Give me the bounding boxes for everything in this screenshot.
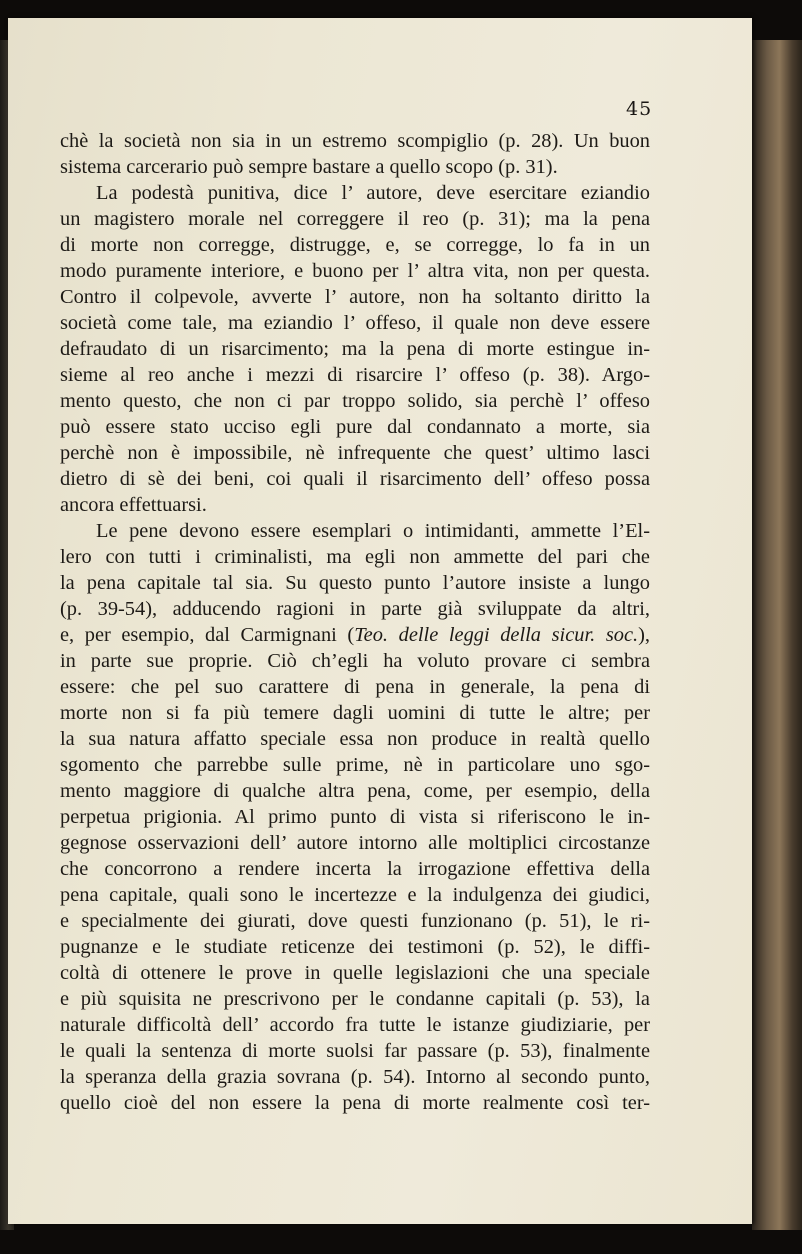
text-line <box>60 908 650 934</box>
text-line <box>60 882 650 908</box>
line-text: in parte sue proprie. Ciò ch’egli ha voluto provare ci sembra <box>60 650 650 672</box>
text-line <box>60 258 650 284</box>
line-text: e più squisita ne prescrivono per le condanne capitali (p. 53), la <box>60 988 650 1010</box>
line-text: Contro il colpevole, avverte l’ autore, non ha soltanto diritto la <box>60 286 650 308</box>
line-text: chè la società non sia in un estremo scompiglio (p. 28). Un buon <box>60 130 650 152</box>
line-text: ancora effettuarsi. <box>60 494 207 516</box>
text-line <box>60 310 650 336</box>
text-line <box>60 518 650 544</box>
line-text: quello cioè del non essere la pena di morte realmente così ter- <box>60 1092 650 1114</box>
line-text: sieme al reo anche i mezzi di risarcire l’ offeso (p. 38). Argo- <box>60 364 650 386</box>
text-line <box>60 206 650 232</box>
text-line <box>60 336 650 362</box>
line-text: che concorrono a rendere incerta la irrogazione effettiva della <box>60 858 650 880</box>
text-line <box>60 674 650 700</box>
book-binding-edge <box>752 40 802 1230</box>
text-line <box>60 128 650 154</box>
text-line <box>60 934 650 960</box>
text-line <box>60 700 650 726</box>
book-page <box>8 18 752 1224</box>
text-line <box>60 466 650 492</box>
text-line <box>60 778 650 804</box>
text-line <box>60 362 650 388</box>
text-line <box>60 440 650 466</box>
line-text: la pena capitale tal sia. Su questo punto l’autore insiste a lungo <box>60 572 650 594</box>
line-text: pugnanze e le studiate reticenze dei testimoni (p. 52), le diffi- <box>60 936 650 958</box>
text-line <box>60 804 650 830</box>
text-line <box>60 830 650 856</box>
text-line <box>60 414 650 440</box>
text-line <box>60 544 650 570</box>
text-line <box>60 1012 650 1038</box>
text-line <box>60 856 650 882</box>
text-line <box>60 726 650 752</box>
line-text: gegnose osservazioni dell’ autore intorno alle moltiplici circostanze <box>60 832 650 854</box>
line-text: e specialmente dei giurati, dove questi funzionano (p. 51), le ri- <box>60 910 650 932</box>
line-text: la sua natura affatto speciale essa non produce in realtà quello <box>60 728 650 750</box>
text-line <box>60 622 650 648</box>
text-line <box>60 1064 650 1090</box>
body-text <box>60 128 650 1116</box>
line-text: di morte non corregge, distrugge, e, se corregge, lo fa in un <box>60 234 650 256</box>
text-line <box>60 570 650 596</box>
text-line <box>60 596 650 622</box>
text-line <box>60 154 650 180</box>
line-text: sistema carcerario può sempre bastare a quello scopo (p. 31). <box>60 156 558 178</box>
line-text: dietro di sè dei beni, coi quali il risarcimento dell’ offeso possa <box>60 468 650 490</box>
line-text: essere: che pel suo carattere di pena in generale, la pena di <box>60 676 650 698</box>
line-text: e, per esempio, dal Carmignani ( <box>60 624 355 646</box>
line-text: naturale difficoltà dell’ accordo fra tutte le istanze giudiziarie, per <box>60 1014 650 1036</box>
text-line <box>60 388 650 414</box>
text-line <box>60 284 650 310</box>
line-text: pena capitale, quali sono le incertezze e la indulgenza dei giudici, <box>60 884 650 906</box>
text-line <box>60 1090 650 1116</box>
text-line <box>60 752 650 778</box>
line-text: società come tale, ma eziandio l’ offeso, il quale non deve essere <box>60 312 650 334</box>
line-text: un magistero morale nel correggere il reo (p. 31); ma la pena <box>60 208 650 230</box>
line-text: (p. 39-54), adducendo ragioni in parte già sviluppate da altri, <box>60 598 650 620</box>
line-text: le quali la sentenza di morte suolsi far passare (p. 53), finalmente <box>60 1040 650 1062</box>
line-text: coltà di ottenere le prove in quelle legislazioni che una speciale <box>60 962 650 984</box>
page-number: 45 <box>626 98 653 120</box>
line-text: Le pene devono essere esemplari o intimidanti, ammette l’El- <box>96 520 650 542</box>
text-line <box>60 180 650 206</box>
text-line <box>60 232 650 258</box>
text-line <box>60 648 650 674</box>
text-line <box>60 1038 650 1064</box>
line-text: mento maggiore di qualche altra pena, come, per esempio, della <box>60 780 650 802</box>
text-line <box>60 492 650 518</box>
text-line <box>60 960 650 986</box>
line-text: mento questo, che non ci par troppo solido, sia perchè l’ offeso <box>60 390 650 412</box>
line-text: sgomento che parrebbe sulle prime, nè in particolare uno sgo- <box>60 754 650 776</box>
line-tail: ), <box>638 624 650 646</box>
line-text: La podestà punitiva, dice l’ autore, deve esercitare eziandio <box>96 182 650 204</box>
line-text: modo puramente interiore, e buono per l’ altra vita, non per questa. <box>60 260 650 282</box>
line-text: perpetua prigionia. Al primo punto di vista si riferiscono le in- <box>60 806 650 828</box>
book-title-italic: Teo. delle leggi della sicur. soc. <box>354 624 639 646</box>
text-line <box>60 986 650 1012</box>
line-text: morte non si fa più temere dagli uomini di tutte le altre; per <box>60 702 650 724</box>
line-text: la speranza della grazia sovrana (p. 54). Intorno al secondo punto, <box>60 1066 650 1088</box>
line-text: perchè non è impossibile, nè infrequente che quest’ ultimo lasci <box>60 442 650 464</box>
line-text: defraudato di un risarcimento; ma la pena di morte estingue in- <box>60 338 650 360</box>
line-text: può essere stato ucciso egli pure dal condannato a morte, sia <box>60 416 650 438</box>
line-text: lero con tutti i criminalisti, ma egli non ammette del pari che <box>60 546 650 568</box>
